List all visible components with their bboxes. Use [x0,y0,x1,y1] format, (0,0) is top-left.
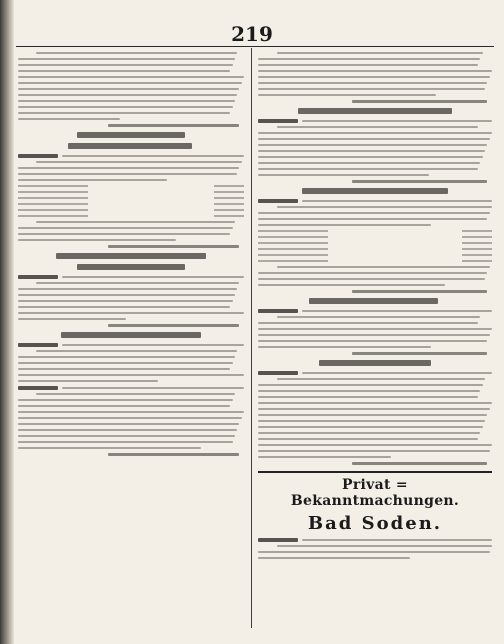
page-number: 219 [231,22,273,46]
left-column [18,52,244,461]
table-cell [462,236,492,238]
table-cell [462,230,492,232]
notice-number-line [258,309,492,313]
text-line [258,272,487,274]
text-line [258,138,490,140]
table-cell [18,209,88,211]
private-notices-section [258,471,492,559]
text-line [258,551,490,553]
notice-number-line [18,343,244,347]
text-line [62,387,244,389]
text-line [302,200,492,202]
text-line [18,429,237,431]
text-line [258,144,487,146]
text-line [18,380,158,382]
text-line [258,438,478,440]
text-line [258,340,487,342]
text-line [18,405,230,407]
table-cell [214,209,244,211]
table-cell [258,248,328,250]
table-cell [18,215,88,217]
table-row [258,248,492,250]
text-line [258,450,490,452]
text-line [18,300,233,302]
signature-line [108,124,239,127]
notice-number [258,309,298,313]
text-line [18,76,244,78]
table-row [18,185,244,187]
text-line [18,179,167,181]
text-line [258,432,480,434]
text-line [258,402,492,404]
text-line [258,426,483,428]
text-line [258,224,431,226]
notice-number [258,538,298,542]
table-cell [214,197,244,199]
text-line [18,368,230,370]
notice-number [18,275,58,279]
text-line [18,233,230,235]
text-line [258,444,492,446]
text-line [258,156,483,158]
text-line [18,399,233,401]
text-line [302,372,492,374]
signature-line [108,324,239,327]
notice-number [18,343,58,347]
text-line [258,212,490,214]
text-line [18,362,233,364]
text-line [258,58,480,60]
table-cell [18,191,88,193]
table-cell [18,203,88,205]
table-cell [258,260,328,262]
text-line [277,52,483,54]
text-line [258,334,490,336]
text-line [18,118,120,120]
text-line [302,310,492,312]
text-line [36,350,237,352]
text-line [258,218,487,220]
text-line [18,356,235,358]
text-line [258,390,480,392]
text-line [18,173,237,175]
table-cell [18,185,88,187]
column-divider [251,48,252,628]
text-line [258,384,483,386]
text-line [18,441,233,443]
table-cell [462,260,492,262]
text-line [36,221,235,223]
table-cell [214,191,244,193]
text-line [258,408,490,410]
text-line [36,393,235,395]
private-notices-rule [258,471,492,473]
table-cell [258,242,328,244]
text-line [258,322,478,324]
text-line [258,162,480,164]
text-line [277,378,485,380]
text-line [62,276,244,278]
text-line [62,155,244,157]
text-line [18,70,230,72]
binding-shadow [0,0,14,644]
private-notices-heading: Privat = Bekanntmachungen. [290,477,460,509]
text-line [62,344,244,346]
text-line [277,266,490,268]
text-line [18,318,126,320]
text-line [302,539,492,541]
signature-line [108,453,239,456]
section-heading [319,360,431,366]
text-line [258,420,485,422]
table-row [18,191,244,193]
text-line [258,328,492,330]
text-line [258,150,485,152]
text-line [277,206,492,208]
table-cell [258,230,328,232]
section-heading [309,298,438,304]
signature-line [352,462,488,465]
text-line [18,82,242,84]
text-line [18,167,239,169]
table-cell [462,242,492,244]
text-line [258,94,436,96]
text-line [258,557,410,559]
notice-number [258,119,298,123]
text-line [258,82,487,84]
notice-number-line [18,386,244,390]
table-row [258,242,492,244]
table-cell [214,185,244,187]
table-cell [462,248,492,250]
text-line [18,94,237,96]
text-line [18,411,244,413]
table-cell [214,215,244,217]
table-row [18,203,244,205]
table-row [258,254,492,256]
text-line [36,282,239,284]
text-line [18,423,239,425]
text-line [18,239,176,241]
text-line [258,70,492,72]
section-heading [56,253,205,259]
text-line [18,294,235,296]
notice-number-line [258,371,492,375]
text-line [258,76,490,78]
table-cell [462,254,492,256]
table-row [258,236,492,238]
text-line [18,288,237,290]
text-line [18,312,244,314]
notice-number [258,371,298,375]
notice-number [18,386,58,390]
text-line [18,64,233,66]
notice-number [258,199,298,203]
text-line [36,161,242,163]
signature-line [352,352,488,355]
text-line [258,414,487,416]
header-rule [16,46,494,47]
text-line [277,316,481,318]
table-cell [18,197,88,199]
text-line [258,64,478,66]
notice-number-line [18,154,244,158]
signature-line [352,290,488,293]
notice-number-line [258,538,492,542]
text-line [18,106,233,108]
table-row [258,230,492,232]
text-line [18,306,230,308]
text-line [258,168,478,170]
text-line [258,174,429,176]
text-line [258,396,478,398]
text-line [18,112,230,114]
signature-line [108,245,239,248]
notice-number-line [18,275,244,279]
text-line [258,132,492,134]
notice-number-line [258,119,492,123]
text-line [18,100,235,102]
text-line [18,58,235,60]
notice-number-line [258,199,492,203]
section-heading [77,264,185,270]
table-row [258,260,492,262]
text-line [258,456,391,458]
bad-soden-heading: Bad Soden. [307,513,443,534]
text-line [302,120,492,122]
signature-line [352,180,488,183]
right-column [258,52,492,563]
table-cell [258,254,328,256]
text-line [18,88,239,90]
section-heading [68,143,192,149]
notice-number [18,154,58,158]
text-line [258,346,431,348]
table-cell [258,236,328,238]
text-line [18,417,242,419]
text-line [18,227,233,229]
text-line [18,447,201,449]
section-heading [77,132,185,138]
text-line [18,374,244,376]
section-heading [298,108,452,114]
table-row [18,209,244,211]
text-line [258,278,485,280]
signature-line [352,100,488,103]
text-line [277,545,492,547]
text-line [18,435,235,437]
table-row [18,197,244,199]
table-row [18,215,244,217]
text-line [258,88,485,90]
text-line [36,52,237,54]
text-line [277,126,478,128]
text-line [258,284,445,286]
table-cell [214,203,244,205]
section-heading [61,332,201,338]
section-heading [302,188,447,194]
